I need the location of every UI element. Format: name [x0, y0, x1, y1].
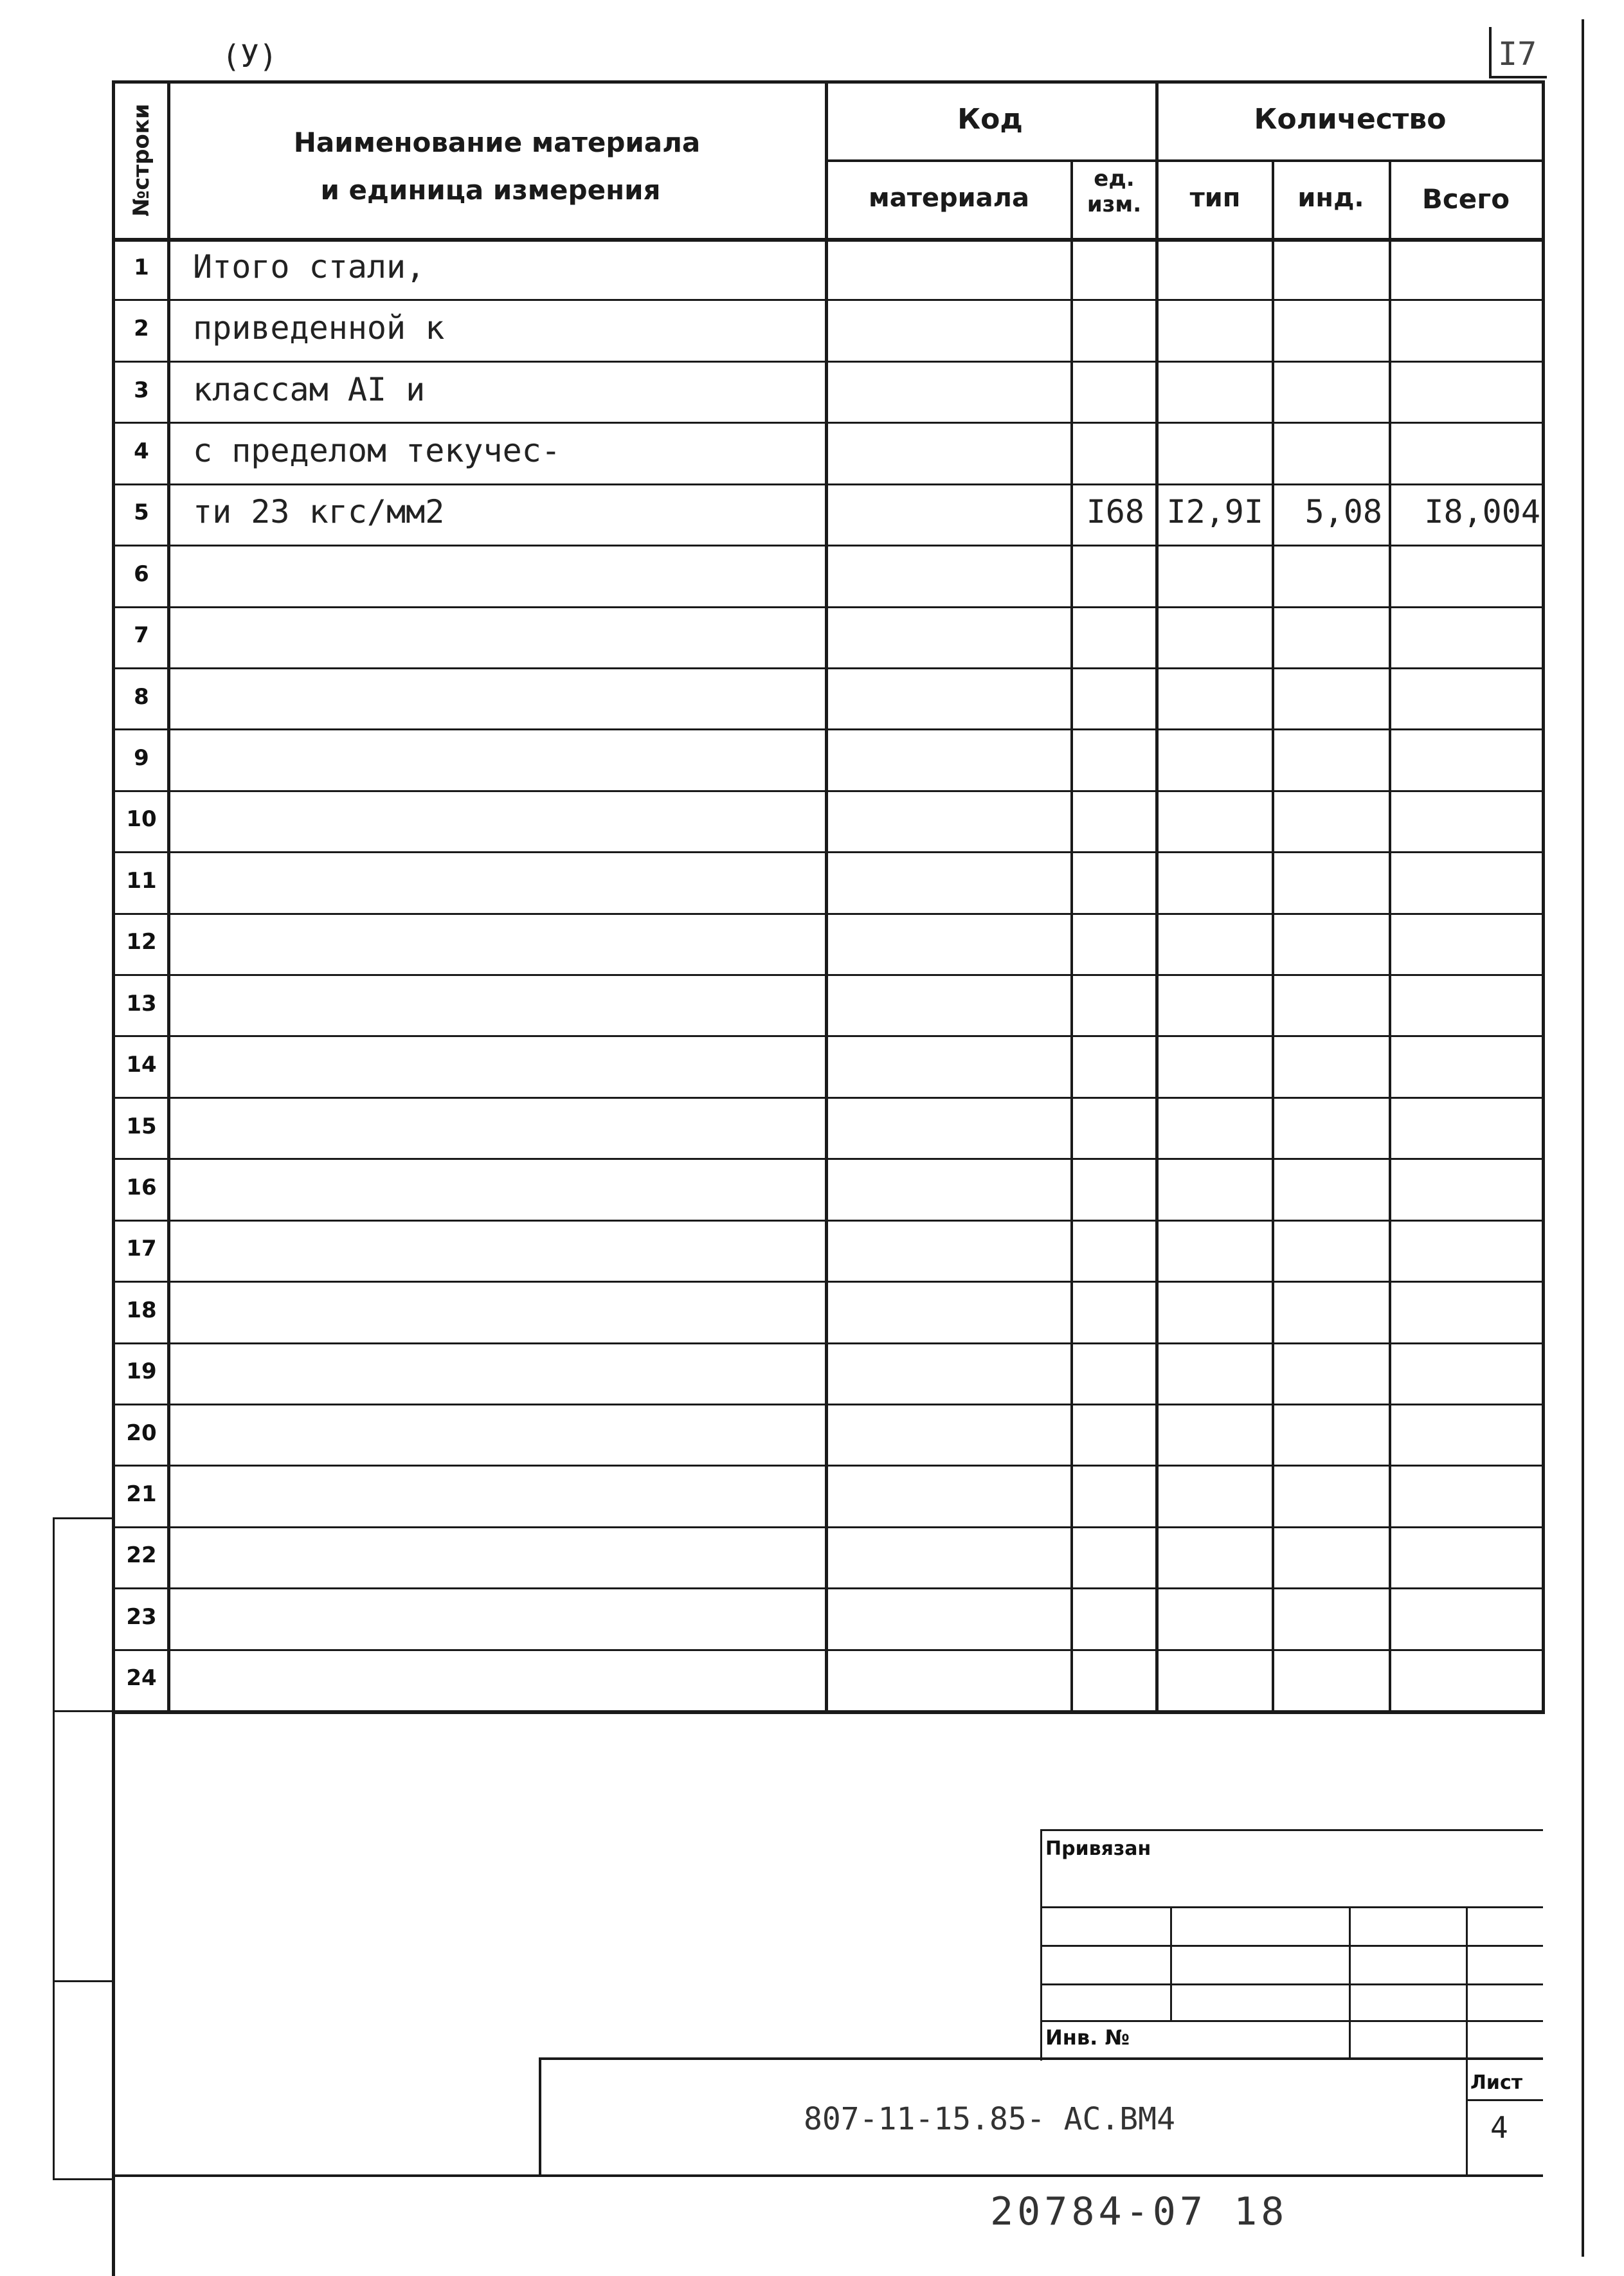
- bound-label: Привязан: [1045, 1838, 1151, 1860]
- row-number: 16: [126, 1175, 157, 1200]
- row-number-header: №строки: [129, 104, 154, 217]
- type-quantity-cell: I2,9I: [1166, 493, 1263, 530]
- name-header: Наименование материала и единица измерения: [293, 127, 701, 206]
- row-number: 9: [134, 745, 149, 771]
- type-header: тип: [1189, 183, 1241, 213]
- sheet-number: I7: [1498, 35, 1537, 73]
- row-number: 8: [134, 684, 149, 710]
- row-number: 7: [134, 622, 149, 648]
- ind-header: инд.: [1297, 183, 1364, 213]
- row-number: 1: [134, 255, 149, 280]
- quantity-header: Количество: [1254, 103, 1447, 136]
- row-number: 3: [134, 377, 149, 403]
- material-name-cell: классам АI и: [193, 371, 426, 408]
- material-name-cell: Итого стали,: [193, 248, 426, 285]
- row-number: 4: [134, 438, 149, 464]
- row-number: 24: [126, 1665, 157, 1691]
- row-number: 15: [126, 1114, 157, 1139]
- row-number: 22: [126, 1542, 157, 1568]
- row-number: 21: [126, 1481, 157, 1507]
- row-number: 14: [126, 1052, 157, 1078]
- unit-cell: I68: [1086, 493, 1144, 530]
- corner-mark: (У): [222, 39, 278, 75]
- row-number: 18: [126, 1297, 157, 1323]
- row-number: 11: [126, 868, 157, 894]
- total-header: Всего: [1421, 183, 1510, 215]
- archive-number: 20784-07 18: [990, 2189, 1288, 2234]
- row-number: 20: [126, 1420, 157, 1446]
- row-number: 5: [134, 500, 149, 525]
- row-number: 2: [134, 316, 149, 341]
- row-number: 10: [126, 806, 157, 832]
- inventory-label: Инв. №: [1045, 2025, 1130, 2050]
- sheet-value: 4: [1490, 2110, 1508, 2145]
- row-number: 12: [126, 929, 157, 955]
- document-code: 807-11-15.85- АС.ВМ4: [804, 2101, 1175, 2137]
- row-number: 13: [126, 991, 157, 1016]
- code-header: Код: [957, 103, 1023, 136]
- material-name-cell: приведенной к: [193, 309, 445, 347]
- row-number: 23: [126, 1604, 157, 1630]
- row-number: 19: [126, 1359, 157, 1384]
- ind-quantity-cell: 5,08: [1304, 493, 1382, 530]
- sheet-label: Лист: [1470, 2072, 1523, 2094]
- material-name-cell: с пределом текучес-: [193, 432, 561, 469]
- material-code-header: материала: [869, 183, 1029, 213]
- row-number: 6: [134, 561, 149, 587]
- row-number: 17: [126, 1236, 157, 1261]
- material-name-cell: ти 23 кгс/мм2: [193, 493, 445, 530]
- unit-header: ед. изм.: [1087, 166, 1142, 217]
- total-quantity-cell: I8,004: [1424, 493, 1540, 530]
